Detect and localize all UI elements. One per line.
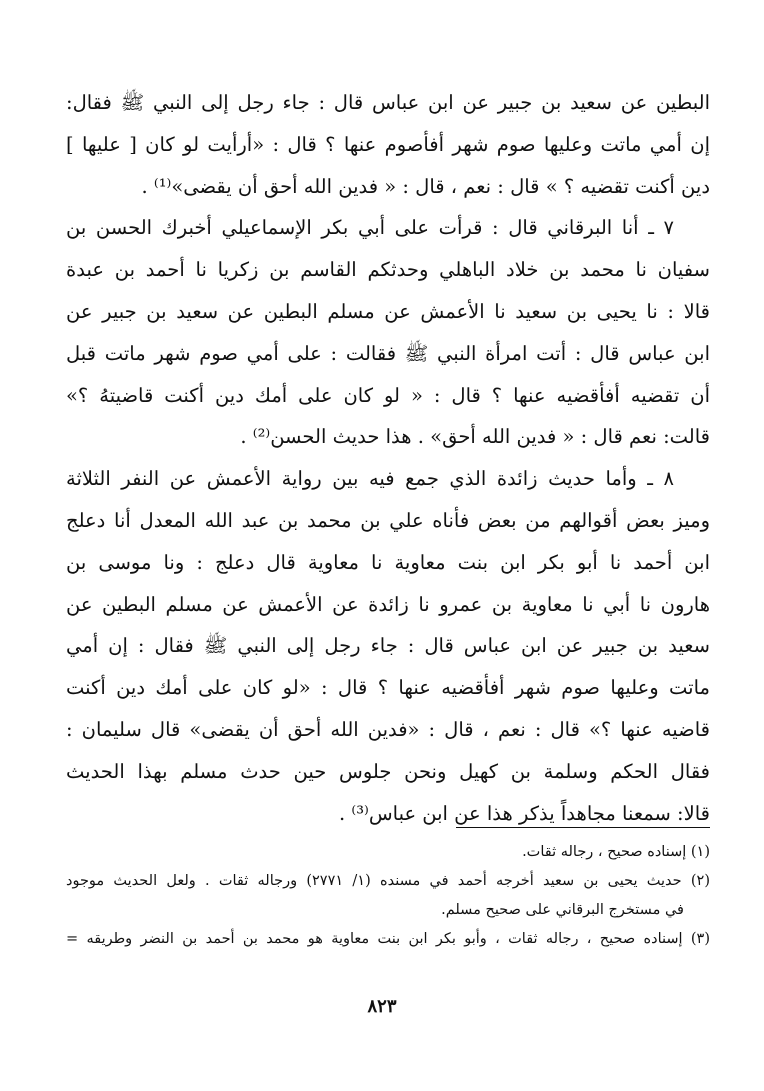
- text-line: ماتت وعليها صوم شهر أفأقضيه عنها ؟ قال : «لو كان على أمك دين أكنت: [66, 676, 710, 700]
- main-text-body: [66, 82, 710, 834]
- footnote-separator: [456, 827, 710, 828]
- text-line: قالا: سمعنا مجاهداً يذكر هذا عن ابن عباس⁽³⁾ .: [339, 801, 710, 825]
- text-line: ٧ ـ أنا البرقاني قال : قرأت على أبي بكر الإسماعيلي أخبرك الحسن بن: [66, 216, 674, 240]
- text-line: سفيان نا محمد بن خلاد الباهلي وحدثكم القاسم بن زكريا نا أحمد بن عبدة: [66, 258, 710, 282]
- text-line: سعيد بن جبير عن ابن عباس قال : جاء رجل إلى النبي ﷺ فقال : إن أمي: [66, 634, 710, 658]
- text-line: دين أكنت تقضيه ؟ » قال : نعم ، قال : « فدين الله أحق أن يقضى»⁽¹⁾ .: [141, 174, 710, 198]
- text-line: هارون نا أبي نا معاوية بن عمرو نا زائدة عن الأعمش عن مسلم البطين عن: [66, 592, 710, 616]
- footnote-2: (٢) حديث يحيى بن سعيد أخرجه أحمد في مسنده (١/ ٢٧٧١) ورجاله ثقات . ولعل الحديث موجود: [66, 873, 710, 889]
- text-line: إن أمي ماتت وعليها صوم شهر أفأصوم عنها ؟ قال : «أرأيت لو كان [ عليها ]: [66, 132, 710, 156]
- text-line: البطين عن سعيد بن جبير عن ابن عباس قال : جاء رجل إلى النبي ﷺ فقال:: [66, 91, 710, 114]
- text-line: ابن عباس قال : أتت امرأة النبي ﷺ فقالت : على أمي صوم شهر ماتت قبل: [66, 341, 710, 365]
- footnote-3: (٣) إسناده صحيح ، رجاله ثقات ، وأبو بكر ابن بنت معاوية هو محمد بن أحمد بن النضر وطريقه =: [66, 931, 710, 947]
- text-line: وميز بعض أقوالهم من بعض فأناه علي بن محمد بن عبد الله المعدل أنا دعلج: [66, 508, 710, 532]
- footnote-1: (١) إسناده صحيح ، رجاله ثقات.: [522, 844, 710, 860]
- footnote-2-continuation: في مستخرج البرقاني على صحيح مسلم.: [441, 902, 684, 918]
- text-line: ابن أحمد نا أبو بكر ابن بنت معاوية نا معاوية قال دعلج : ونا موسى بن: [66, 550, 710, 574]
- text-line: فقال الحكم وسلمة بن كهيل ونحن جلوس حين حدث مسلم بهذا الحديث: [66, 759, 710, 783]
- text-line: أن تقضيه أفأقضيه عنها ؟ قال : « لو كان على أمك دين أكنت قاضيتهُ ؟»: [66, 383, 710, 407]
- text-line: قاضيه عنها ؟» قال : نعم ، قال : «فدين الله أحق أن يقضى» قال سليمان :: [66, 717, 710, 741]
- footnotes: [66, 838, 710, 954]
- text-line: قالا : نا يحيى بن سعيد نا الأعمش عن مسلم البطين عن سعيد بن جبير عن: [66, 299, 710, 323]
- text-line: ٨ ـ وأما حديث زائدة الذي جمع فيه بين رواية الأعمش عن النفر الثلاثة: [66, 467, 674, 491]
- text-line: قالت: نعم قال : « فدين الله أحق» . هذا حديث الحسن⁽²⁾ .: [240, 425, 710, 449]
- page-number: ٨٢٣: [367, 996, 397, 1017]
